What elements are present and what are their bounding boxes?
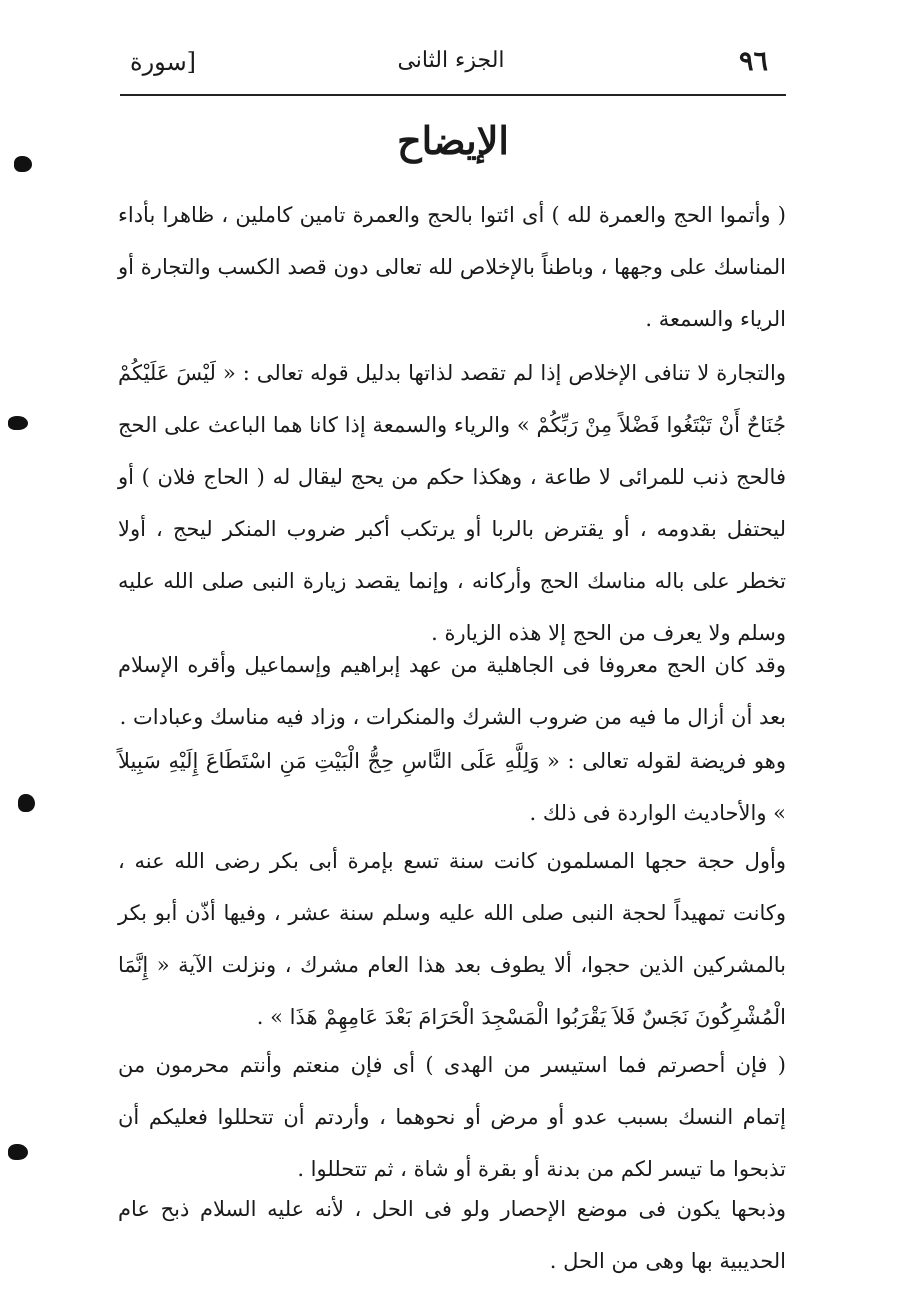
scan-mark [8, 416, 28, 430]
paragraph-1: ( وأتموا الحج والعمرة لله ) أى ائتوا بالحج والعمرة تامين كاملين ، ظاهرا بأداء المناسك على وجهها ، وباطناً بالإخلاص لله تعالى دون قصد الكسب والتجارة أو الرياء والسمعة . [118, 203, 786, 331]
sura-heading: [سورة [130, 48, 197, 76]
paragraph-6: ( فإن أحصرتم فما استيسر من الهدى ) أى فإن منعتم وأنتم محرمون من إتمام النسك بسبب عدو أو مرض أو نحوهما ، وأردتم أن تتحللوا فعليكم أن تذبحوا ما تيسر لكم من بدنة أو بقرة أو شاة ، ثم تتحللوا . [118, 1053, 786, 1181]
header-rule [120, 94, 786, 96]
paragraph-4: وهو فريضة لقوله تعالى : « وَلِلَّهِ عَلَى النَّاسِ حِجُّ الْبَيْتِ مَنِ اسْتَطَاعَ إِلَيْهِ سَبِيلاً » والأحاديث الواردة فى ذلك . [118, 749, 786, 825]
paragraph-2: والتجارة لا تنافى الإخلاص إذا لم تقصد لذاتها بدليل قوله تعالى : « لَيْسَ عَلَيْكُمْ جُنَاحٌ أَنْ تَبْتَغُوا فَضْلاً مِنْ رَبِّكُمْ » والرياء والسمعة إذا كانا هما الباعث على الحج فالحج ذنب للمرائى لا طاعة ، وهكذا حكم من يحج ليقال له ( الحاج فلان ) أو ليحتفل بقدومه ، أو يقترض بالربا أو يرتكب أكبر ضروب المنكر ليحج ، أولا تخطر على باله مناسك الحج وأركانه ، وإنما يقصد زيارة النبى صلى الله عليه وسلم ولا يعرف من الحج إلا هذه الزيارة . [118, 361, 786, 645]
section-title: الإيضاح [397, 118, 509, 163]
paragraph-5: وأول حجة حجها المسلمون كانت سنة تسع بإمرة أبى بكر رضى الله عنه ، وكانت تمهيداً لحجة النبى صلى الله عليه وسلم سنة عشر ، وفيها أذّن أبو بكر بالمشركين الذين حجوا، ألا يطوف بعد هذا العام مشرك ، ونزلت الآية « إِنَّمَا الْمُشْرِكُونَ نَجَسٌ فَلاَ يَقْرَبُوا الْمَسْجِدَ الْحَرَامَ بَعْدَ عَامِهِمْ هَذَا » . [118, 849, 786, 1029]
scan-mark [18, 794, 35, 812]
page-number: ٩٦ [738, 46, 768, 77]
paragraph-3: وقد كان الحج معروفا فى الجاهلية من عهد إبراهيم وإسماعيل وأقره الإسلام بعد أن أزال ما فيه من ضروب الشرك والمنكرات ، وزاد فيه مناسك وعبادات . [118, 653, 786, 729]
part-title: الجزء الثانى [397, 48, 505, 73]
scan-mark [14, 156, 32, 172]
scan-mark [8, 1144, 28, 1160]
paragraph-7: وذبحها يكون فى موضع الإحصار ولو فى الحل ، لأنه عليه السلام ذبح عام الحديبية بها وهى من الحل . [118, 1197, 786, 1273]
page-header [118, 44, 784, 94]
